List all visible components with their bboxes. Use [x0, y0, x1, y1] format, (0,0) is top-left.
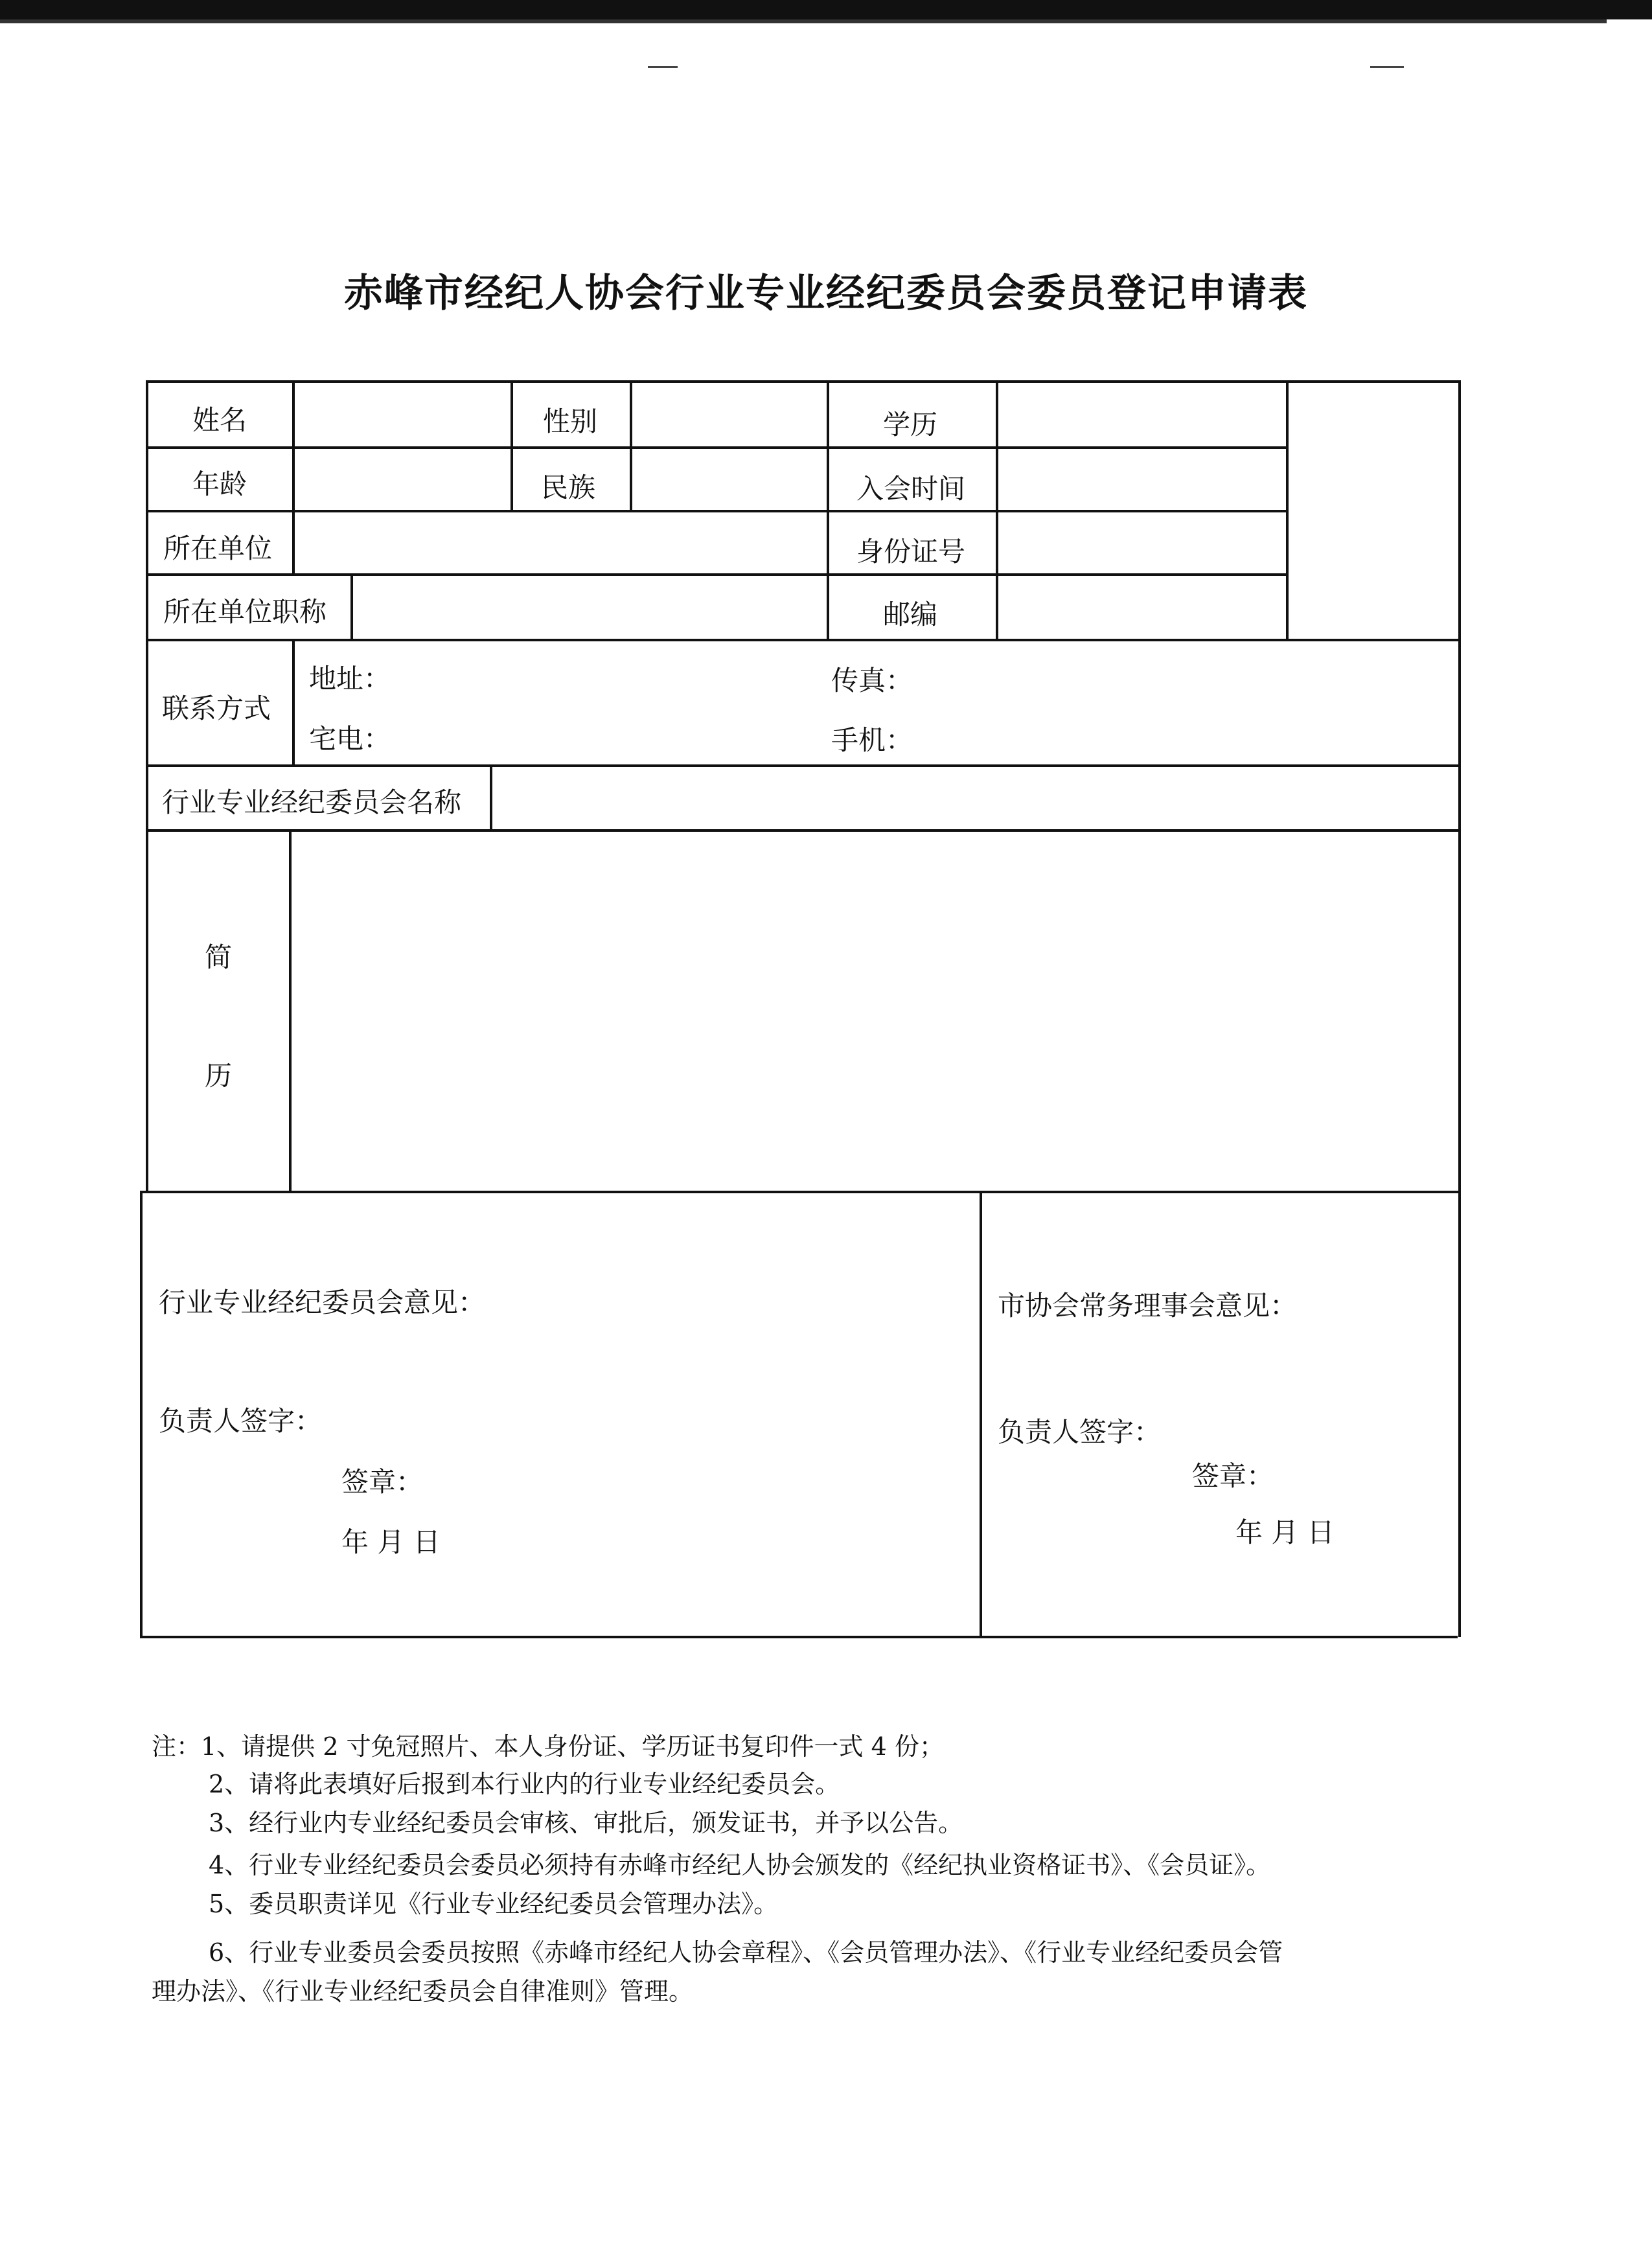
committee-signer-label: 负责人签字： [159, 1405, 323, 1437]
council-seal-label: 签章： [1192, 1460, 1274, 1492]
note-line-1: 注：1、请提供 2 寸免冠照片、本人身份证、学历证书复印件一式 4 份； [152, 1732, 944, 1761]
col-divider [827, 380, 829, 640]
row-divider [146, 446, 1288, 449]
note-line-4: 4、行业专业经纪委员会委员必须持有赤峰市经纪人协会颁发的《经纪执业资格证书》、《会员证》。 [209, 1851, 1271, 1879]
contact-label: 联系方式 [162, 693, 271, 724]
committee-seal-label: 签章： [341, 1466, 424, 1498]
employer-label: 所在单位 [163, 533, 273, 564]
postcode-field[interactable] [999, 577, 1285, 637]
mobile-field[interactable] [907, 707, 1451, 759]
council-signer-label: 负责人签字： [998, 1416, 1162, 1448]
note-line-6: 6、行业专业委员会委员按照《赤峰市经纪人协会章程》、《会员管理办法》、《行业专业经纪委员会管 [209, 1938, 1283, 1967]
opinion-divider [980, 1191, 982, 1637]
home-phone-field[interactable] [382, 707, 823, 759]
job-title-label: 所在单位职称 [163, 596, 327, 628]
join-date-label: 入会时间 [856, 473, 966, 505]
education-label: 学历 [883, 409, 938, 441]
col-divider [630, 380, 632, 511]
row-divider [146, 764, 1461, 767]
committee-date-label: 年 月 日 [341, 1526, 441, 1558]
photo-area[interactable] [1289, 384, 1457, 637]
address-field[interactable] [382, 648, 823, 700]
id-number-field[interactable] [999, 513, 1285, 573]
ethnicity-field[interactable] [633, 450, 825, 509]
scan-top-edge-shadow [0, 19, 1607, 23]
resume-label-jian: 简 [205, 941, 233, 973]
form-title: 赤峰市经纪人协会行业专业经纪委员会委员登记申请表 [344, 271, 1308, 316]
address-label: 地址： [309, 663, 391, 694]
resume-field[interactable] [292, 832, 1457, 1189]
gender-label: 性别 [543, 406, 598, 437]
col-divider [292, 639, 295, 766]
home-phone-label: 宅电： [309, 723, 391, 755]
council-opinion-label: 市协会常务理事会意见： [998, 1290, 1298, 1322]
ethnicity-label: 民族 [541, 472, 596, 503]
table-left-border [140, 1191, 143, 1637]
note-line-3: 3、经行业内专业经纪委员会审核、审批后，颁发证书，并予以公告。 [209, 1809, 963, 1837]
note-line-7: 理办法》、《行业专业经纪委员会自律准则》管理。 [152, 1977, 694, 2006]
join-date-field[interactable] [999, 450, 1285, 509]
committee-name-label: 行业专业经纪委员会名称 [162, 786, 462, 818]
scan-top-edge [0, 0, 1652, 19]
col-divider [996, 380, 998, 640]
note-line-5: 5、委员职责详见《行业专业经纪委员会管理办法》。 [209, 1890, 779, 1918]
council-opinion-field[interactable] [991, 1334, 1451, 1399]
row-divider [146, 829, 1461, 832]
table-right-border [1458, 380, 1461, 1637]
fax-field[interactable] [907, 648, 1451, 700]
committee-opinion-label: 行业专业经纪委员会意见： [159, 1287, 486, 1318]
row-divider [143, 1191, 1461, 1193]
row-divider [146, 573, 1288, 576]
col-divider [292, 380, 295, 511]
scan-speck [1370, 66, 1404, 68]
table-left-border [146, 380, 148, 1192]
mobile-label: 手机： [831, 724, 913, 756]
scan-speck [648, 66, 678, 68]
job-title-field[interactable] [354, 577, 825, 637]
note-line-2: 2、请将此表填好后报到本行业内的行业专业经纪委员会。 [209, 1770, 840, 1798]
table-top-border [146, 380, 1461, 383]
age-label: 年龄 [192, 468, 247, 500]
col-divider [289, 829, 292, 1192]
col-divider [350, 573, 353, 640]
id-number-label: 身份证号 [856, 536, 966, 567]
row-divider [146, 639, 1461, 641]
photo-col-divider [1286, 380, 1289, 640]
council-date-label: 年 月 日 [1235, 1517, 1335, 1548]
row-divider [146, 510, 1288, 512]
employer-field[interactable] [295, 513, 825, 573]
name-label: 姓名 [192, 404, 247, 436]
age-field[interactable] [295, 450, 509, 509]
gender-field[interactable] [633, 384, 825, 445]
fax-label: 传真： [831, 665, 913, 696]
table-bottom-border [140, 1636, 1458, 1638]
committee-name-field[interactable] [493, 768, 1457, 828]
education-field[interactable] [999, 384, 1285, 445]
name-field[interactable] [295, 384, 509, 445]
col-divider [511, 380, 513, 511]
col-divider [490, 764, 492, 830]
committee-opinion-field[interactable] [155, 1328, 972, 1393]
resume-label-li: 历 [205, 1060, 233, 1092]
col-divider [292, 510, 295, 575]
postcode-label: 邮编 [883, 599, 938, 630]
